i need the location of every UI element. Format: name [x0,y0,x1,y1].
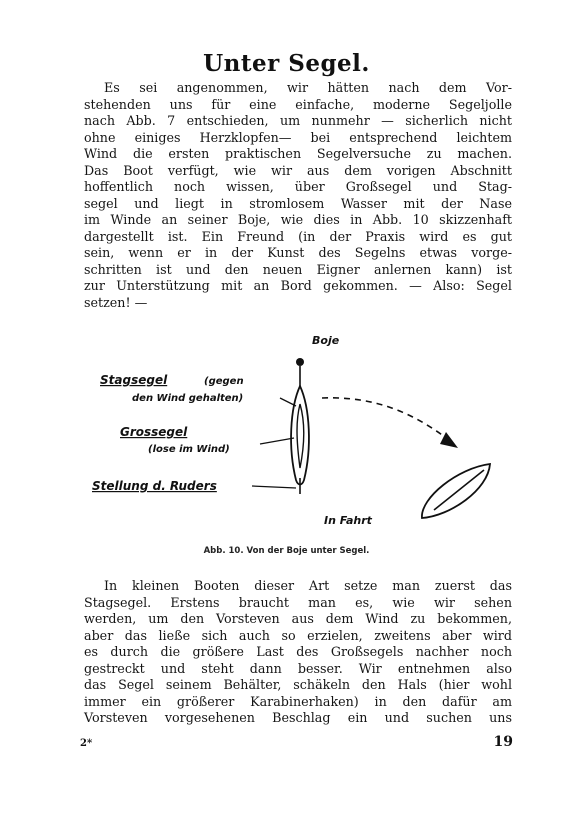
text-line: Das Boot verfügt, wie wir aus dem vorigen Abschnitt [84,162,512,178]
pointer-grosssegel [260,438,294,444]
label-stagsegel: Stagsegel [100,373,168,387]
text-line: sein, wenn er in der Kunst des Segelns etwas vorge- [84,245,512,260]
signature-mark: 2* [80,738,93,749]
text-line: immer ein größerer Karabinerhaken) in den dafür am [84,693,512,709]
text-line: gestreckt und steht dann besser. Wir entnehmen also [84,660,512,676]
boat-hull-underway [422,464,490,518]
course-dashed-arrow [322,398,454,444]
course-arrowhead [440,432,458,448]
boat-hull-at-buoy [291,386,309,485]
text-line: setzen! — [84,294,148,310]
label-grosssegel: Grossegel [120,425,188,439]
label-grosssegel-note: (lose im Wind) [148,444,230,455]
text-line: im Winde an seiner Boje, wie dies in Abb. 10 skizzenhaft [84,212,512,227]
mainsail-loose [297,404,304,468]
text-line: segel und liegt in stromlosem Wasser mit der Nase [84,195,512,211]
boat-sketch-figure [84,328,514,538]
page-number: 19 [493,734,513,750]
label-boje: Boje [312,334,340,347]
buoy-marker [296,358,304,366]
pointer-ruder [252,486,296,488]
text-line: ohne einiges Herzklopfen— bei entsprechend leichtem [84,129,512,145]
text-line: Vorsteven vorgesehenen Beschlag ein und suchen uns [84,710,512,725]
pointer-stagsegel [280,398,296,406]
page-title: Unter Segel. [203,50,370,77]
text-line: das Segel seinem Behälter, schäkeln den Hals (hier wohl [84,677,512,692]
text-line: nach Abb. 7 entschieden, um nunmehr — sicherlich nicht [84,113,512,128]
text-line: Es sei angenommen, wir hätten nach dem Vor- [104,80,512,95]
paragraph-stagsegel [84,578,512,727]
text-line: schritten ist und den neuen Eigner anlernen kann) ist [84,261,512,277]
label-stagsegel-note-2: den Wind gehalten) [132,393,244,404]
text-line: In kleinen Booten dieser Art setze man zuerst das [104,578,512,593]
figure-caption: Abb. 10. Von der Boje unter Segel. [203,546,370,556]
text-line: stehenden uns für eine einfache, moderne Segeljolle [84,96,512,112]
text-line: Wind die ersten praktischen Segelversuche zu machen. [84,146,512,161]
label-fahrt: In Fahrt [324,514,372,527]
text-line: Stagsegel. Erstens braucht man es, wie wir sehen [84,594,512,610]
text-line: es durch die größere Last des Großsegels nachher noch [84,644,512,659]
label-stagsegel-note: (gegen [204,376,244,387]
text-line: zur Unterstützung mit an Bord gekommen. — Also: Segel [84,278,512,293]
paragraph-intro [84,80,512,311]
label-ruder: Stellung d. Ruders [92,479,217,493]
text-line: werden, um den Vorsteven aus dem Wind zu bekommen, [84,611,512,626]
text-line: hoffentlich noch wissen, über Großsegel und Stag- [84,179,512,194]
text-line: aber das ließe sich auch so erzielen, zweitens aber wird [84,627,512,643]
text-line: dargestellt ist. Ein Freund (in der Praxis wird es gut [84,228,512,244]
